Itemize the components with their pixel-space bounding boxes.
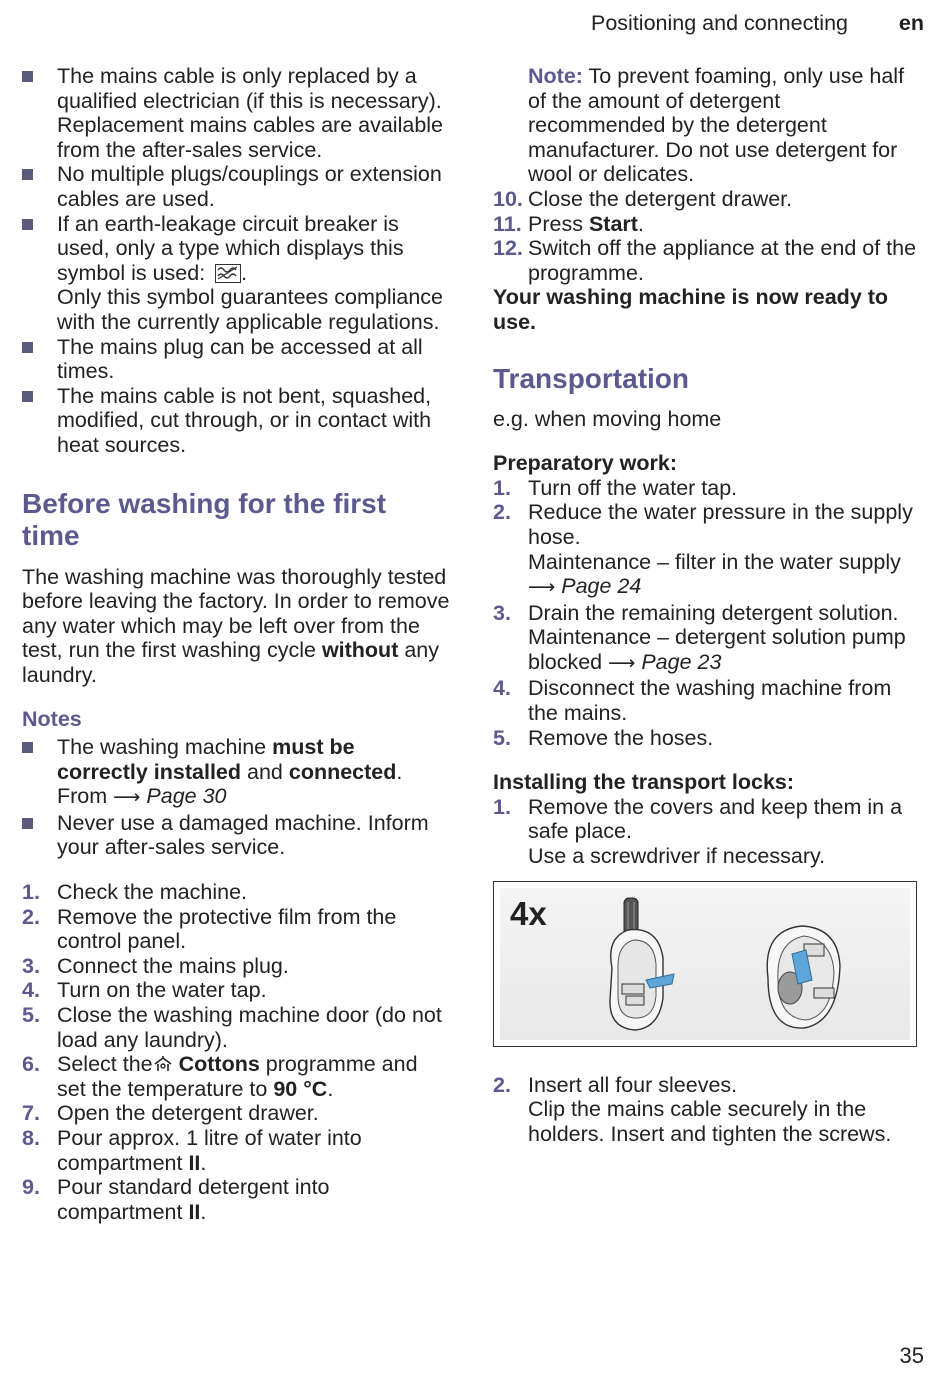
list-item: 2. Remove the protective film from the control panel. bbox=[22, 904, 397, 954]
list-item: The mains cable is only replaced by a qualified electrician (if this is necessary). Replacement mains cables are available from the after-sales service. bbox=[22, 64, 450, 162]
bullet-square-icon bbox=[22, 219, 33, 230]
transport-locks-heading: Installing the transport locks: bbox=[493, 770, 795, 795]
transport-lock-figure bbox=[493, 881, 917, 1047]
cover-left-icon bbox=[610, 929, 674, 1029]
section-heading-transportation: Transportation bbox=[493, 362, 690, 394]
bullet-square-icon bbox=[22, 169, 33, 180]
list-item: 5. Remove the hoses. bbox=[493, 725, 714, 750]
right-column bbox=[493, 64, 923, 1146]
bullet-square-icon bbox=[22, 342, 33, 353]
notes-list bbox=[22, 735, 450, 860]
list-item: 11. Press Start. bbox=[493, 211, 644, 236]
rcd-symbol-icon bbox=[215, 264, 241, 283]
cover-right-icon bbox=[767, 926, 840, 1028]
list-item: Never use a damaged machine. Inform your after-sales service. bbox=[22, 811, 450, 860]
first-wash-steps-continued bbox=[493, 187, 923, 285]
preparatory-work-heading: Preparatory work: bbox=[493, 451, 678, 476]
list-item: 5. Close the washing machine door (do not load any laundry). bbox=[22, 1003, 442, 1052]
page-number: 35 bbox=[899, 1343, 924, 1368]
list-item: 2. Insert all four sleeves. Clip the mains cable securely in the holders. Insert and tighten the screws. bbox=[493, 1072, 892, 1146]
list-item: 3. Drain the remaining detergent solution. Maintenance – detergent solution pump blocked ⟶ Page 23 bbox=[493, 600, 906, 674]
section-heading-first-wash: Before washing for the first time bbox=[22, 487, 387, 551]
list-item: The mains cable is not bent, squashed, modified, cut through, or in contact with heat sources. bbox=[22, 384, 450, 458]
page-reference-arrow-icon: ⟶ bbox=[113, 787, 141, 809]
first-wash-intro: The washing machine was thoroughly tested before leaving the factory. In order to remove any water which may be left over from the test, run the first washing cycle without any laundry. bbox=[22, 564, 450, 687]
transport-lock-illustration bbox=[500, 888, 910, 1040]
page-reference: Page 24 bbox=[561, 574, 642, 599]
left-column bbox=[22, 64, 450, 1224]
list-item: The washing machine must be correctly installed and connected. From ⟶ Page 30 bbox=[22, 735, 450, 811]
bullet-square-icon bbox=[22, 71, 33, 82]
running-header-title: Positioning and connecting bbox=[591, 11, 848, 35]
list-item: 9. Pour standard detergent into compartment II. bbox=[22, 1175, 330, 1224]
preparatory-steps bbox=[493, 476, 923, 751]
list-item: 1. Turn off the water tap. bbox=[493, 475, 738, 500]
list-item: 3. Connect the mains plug. bbox=[22, 953, 289, 978]
list-item: 12. Switch off the appliance at the end of the programme. bbox=[493, 236, 917, 285]
transport-subtitle: e.g. when moving home bbox=[493, 406, 722, 431]
list-item: 2. Reduce the water pressure in the supply hose. Maintenance – filter in the water supply ⟶ Page 24 bbox=[493, 500, 913, 599]
list-item: 1. Remove the covers and keep them in a safe place. Use a screwdriver if necessary. bbox=[493, 794, 903, 869]
list-item: If an earth-leakage circuit breaker is used, only a type which displays this symbol is used: . Only this symbol guarantees compliance with the currently applicable regulations. bbox=[22, 212, 450, 335]
cottons-icon bbox=[153, 1052, 173, 1076]
list-item: 4. Disconnect the washing machine from the mains. bbox=[493, 676, 892, 726]
list-item: 6. Select the Cottons programme and set the temperature to 90 °C. bbox=[22, 1052, 418, 1101]
detergent-note: Note: To prevent foaming, only use half of the amount of detergent recommended by the detergent manufacturer. Do not use detergent for wool or delicates. bbox=[528, 64, 905, 187]
ready-statement: Your washing machine is now ready to use. bbox=[493, 285, 889, 334]
list-item: 8. Pour approx. 1 litre of water into compartment II. bbox=[22, 1125, 362, 1175]
language-tag: en bbox=[898, 11, 924, 35]
bullet-square-icon bbox=[22, 391, 33, 402]
figure-quantity-label: 4x bbox=[510, 894, 547, 932]
bullet-square-icon bbox=[22, 742, 33, 753]
page-reference-arrow-icon: ⟶ bbox=[528, 577, 556, 599]
list-item: 1. Check the machine. bbox=[22, 880, 248, 905]
list-item: 7. Open the detergent drawer. bbox=[22, 1101, 319, 1126]
notes-heading: Notes bbox=[22, 707, 82, 732]
bullet-square-icon bbox=[22, 818, 33, 829]
page-reference: Page 30 bbox=[146, 784, 227, 809]
list-item: 4. Turn on the water tap. bbox=[22, 978, 267, 1003]
list-item: The mains plug can be accessed at all times. bbox=[22, 335, 450, 384]
first-wash-steps bbox=[22, 880, 450, 1224]
page-reference: Page 23 bbox=[641, 649, 722, 674]
list-item: 10. Close the detergent drawer. bbox=[493, 186, 793, 211]
requirements-list bbox=[22, 64, 450, 458]
list-item: No multiple plugs/couplings or extension cables are used. bbox=[22, 162, 450, 211]
page-reference-arrow-icon: ⟶ bbox=[608, 652, 636, 674]
